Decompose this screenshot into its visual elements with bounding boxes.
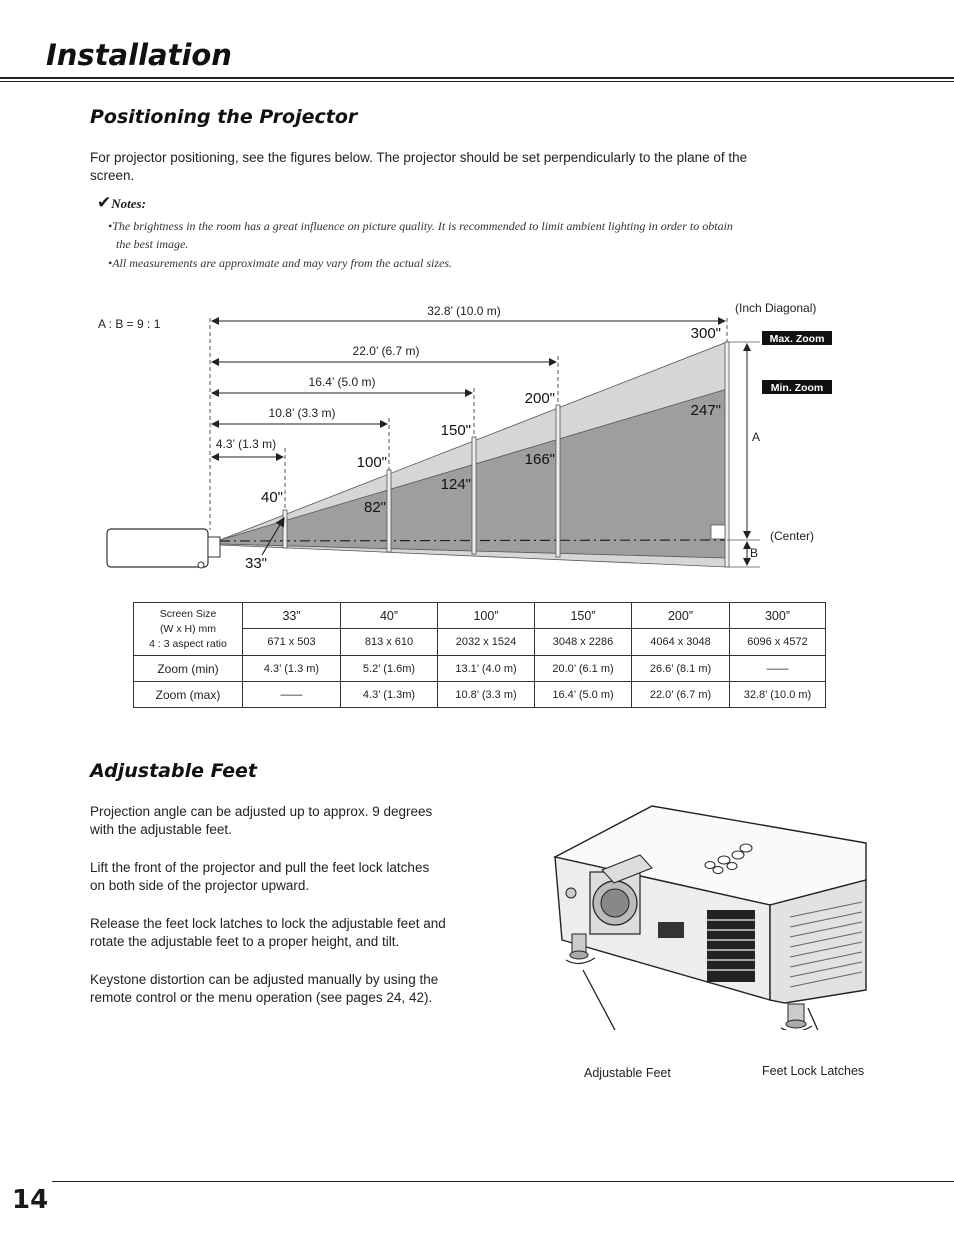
- b-label: B: [750, 546, 759, 560]
- zoom-min-cell: 5.2’ (1.6m): [341, 656, 438, 682]
- feet-paragraph-2: [90, 859, 520, 895]
- min-size-200: 166": [524, 451, 555, 468]
- zoom-max-cell: 4.3’ (1.3m): [341, 682, 438, 708]
- intro-line-2: screen.: [90, 168, 135, 183]
- size-cell: 300”: [730, 603, 826, 629]
- feet-p4-line-2: remote control or the menu operation (see pages 24, 42).: [90, 990, 433, 1005]
- inch-diagonal-label: (Inch Diagonal): [735, 301, 817, 315]
- center-mark: [711, 525, 725, 539]
- screen-150: [472, 437, 476, 554]
- feet-p1-line-2: with the adjustable feet.: [90, 822, 232, 837]
- lens-inner: [601, 889, 629, 917]
- ir-sensor: [566, 888, 576, 898]
- throw-distance-diagram: [0, 290, 954, 590]
- header-rule: [0, 77, 954, 79]
- projector-illustration: [540, 800, 880, 1030]
- dimension-cell: 6096 x 4572: [730, 629, 826, 656]
- front-vent: [707, 910, 755, 982]
- size-cell: 150”: [535, 603, 632, 629]
- dimension-cell: 671 x 503: [243, 629, 341, 656]
- min-zoom-label: Min. Zoom: [770, 382, 824, 394]
- feet-p1-line-1: Projection angle can be adjusted up to approx. 9 degrees: [90, 804, 433, 819]
- header-label-3: 4 : 3 aspect ratio: [149, 637, 227, 650]
- table-row: [134, 656, 826, 682]
- dimension-cell: 2032 x 1524: [438, 629, 535, 656]
- screen-100: [387, 470, 391, 552]
- min-size-40: 33": [245, 555, 268, 572]
- note-1: [108, 217, 888, 253]
- table-row: [134, 682, 826, 708]
- leader-front-foot: [583, 970, 632, 1030]
- size-cell: 33”: [243, 603, 341, 629]
- page-title: Installation: [46, 38, 232, 72]
- feet-paragraph-3: [90, 915, 520, 951]
- zoom-max-cell: 16.4’ (5.0 m): [535, 682, 632, 708]
- table-row: [134, 603, 826, 629]
- feet-paragraph-4: [90, 971, 520, 1007]
- note-1-line-2: the best image.: [116, 237, 189, 251]
- zoom-min-cell: 20.0’ (6.1 m): [535, 656, 632, 682]
- max-size-150: 150": [440, 422, 471, 439]
- positioning-intro: [90, 149, 890, 185]
- distance-label-150: 16.4’ (5.0 m): [308, 375, 376, 389]
- projector-foot: [198, 562, 204, 568]
- dimension-cell: 813 x 610: [341, 629, 438, 656]
- header-label-1: Screen Size: [159, 607, 217, 620]
- page-number: 14: [12, 1185, 49, 1215]
- check-icon: ✔: [97, 193, 112, 213]
- rear-foot: [781, 1004, 812, 1030]
- distance-label-200: 22.0’ (6.7 m): [352, 344, 420, 358]
- zoom-min-cell: 13.1’ (4.0 m): [438, 656, 535, 682]
- notes-header: [97, 193, 146, 213]
- min-size-150: 124": [440, 476, 471, 493]
- screen-size-table: [133, 602, 826, 708]
- min-size-100: 82": [363, 499, 386, 516]
- zoom-max-cell: ——: [243, 682, 341, 708]
- distance-label-100: 10.8’ (3.3 m): [268, 406, 336, 420]
- note-2: •All measurements are approximate and may vary from the actual sizes.: [108, 256, 453, 270]
- brand-logo: [658, 922, 684, 938]
- feet-p3-line-1: Release the feet lock latches to lock the adjustable feet and: [90, 916, 446, 931]
- screen-300: [725, 342, 729, 567]
- feet-p2-line-2: on both side of the projector upward.: [90, 878, 310, 893]
- table-header-cell: [134, 603, 243, 656]
- size-cell: 100”: [438, 603, 535, 629]
- size-cell: 40”: [341, 603, 438, 629]
- zoom-min-cell: 26.6’ (8.1 m): [632, 656, 730, 682]
- screen-200: [556, 405, 560, 557]
- screen-40: [283, 510, 287, 548]
- zoom-min-cell: ——: [730, 656, 826, 682]
- zoom-min-cell: 4.3’ (1.3 m): [243, 656, 341, 682]
- max-size-40: 40": [260, 489, 283, 506]
- projector-side-view: [107, 529, 208, 567]
- center-label: (Center): [770, 529, 815, 543]
- note-1-line-1: •The brightness in the room has a great influence on picture quality. It is recommended to limit ambient lighting in order to obtain: [108, 219, 733, 233]
- max-size-200: 200": [524, 390, 555, 407]
- distance-label-300: 32.8’ (10.0 m): [427, 304, 501, 318]
- zoom-max-label: Zoom (max): [134, 682, 243, 708]
- size-cell: 200”: [632, 603, 730, 629]
- dimension-cell: 3048 x 2286: [535, 629, 632, 656]
- a-label: A: [752, 430, 761, 444]
- distance-label-40: 4.3’ (1.3 m): [215, 437, 277, 451]
- min-size-300: 247": [690, 402, 721, 419]
- zoom-max-cell: 10.8’ (3.3 m): [438, 682, 535, 708]
- zoom-max-cell: 32.8’ (10.0 m): [730, 682, 826, 708]
- intro-line-1: For projector positioning, see the figures below. The projector should be set perpendicularly to the plane of the: [90, 150, 748, 165]
- feet-p2-line-1: Lift the front of the projector and pull the feet lock latches: [90, 860, 430, 875]
- feet-heading: Adjustable Feet: [90, 760, 257, 782]
- header-label-2: (W x H) mm: [160, 622, 216, 635]
- projector-lens: [208, 537, 220, 557]
- positioning-heading: Positioning the Projector: [90, 106, 358, 128]
- header-rule-thin: [0, 81, 954, 82]
- zoom-max-cell: 22.0’ (6.7 m): [632, 682, 730, 708]
- max-size-100: 100": [356, 454, 387, 471]
- zoom-min-label: Zoom (min): [134, 656, 243, 682]
- max-size-300: 300": [690, 325, 721, 342]
- notes-label: Notes:: [111, 196, 146, 211]
- max-zoom-label: Max. Zoom: [769, 333, 825, 345]
- ratio-label: A : B = 9 : 1: [98, 317, 161, 331]
- footer-rule: [52, 1181, 954, 1182]
- feet-lock-latches-caption: Feet Lock Latches: [762, 1064, 865, 1078]
- feet-p4-line-1: Keystone distortion can be adjusted manually by using the: [90, 972, 439, 987]
- dimension-cell: 4064 x 3048: [632, 629, 730, 656]
- feet-p3-line-2: rotate the adjustable feet to a proper height, and tilt.: [90, 934, 400, 949]
- adjustable-feet-caption: Adjustable Feet: [584, 1066, 671, 1080]
- feet-paragraph-1: [90, 803, 520, 839]
